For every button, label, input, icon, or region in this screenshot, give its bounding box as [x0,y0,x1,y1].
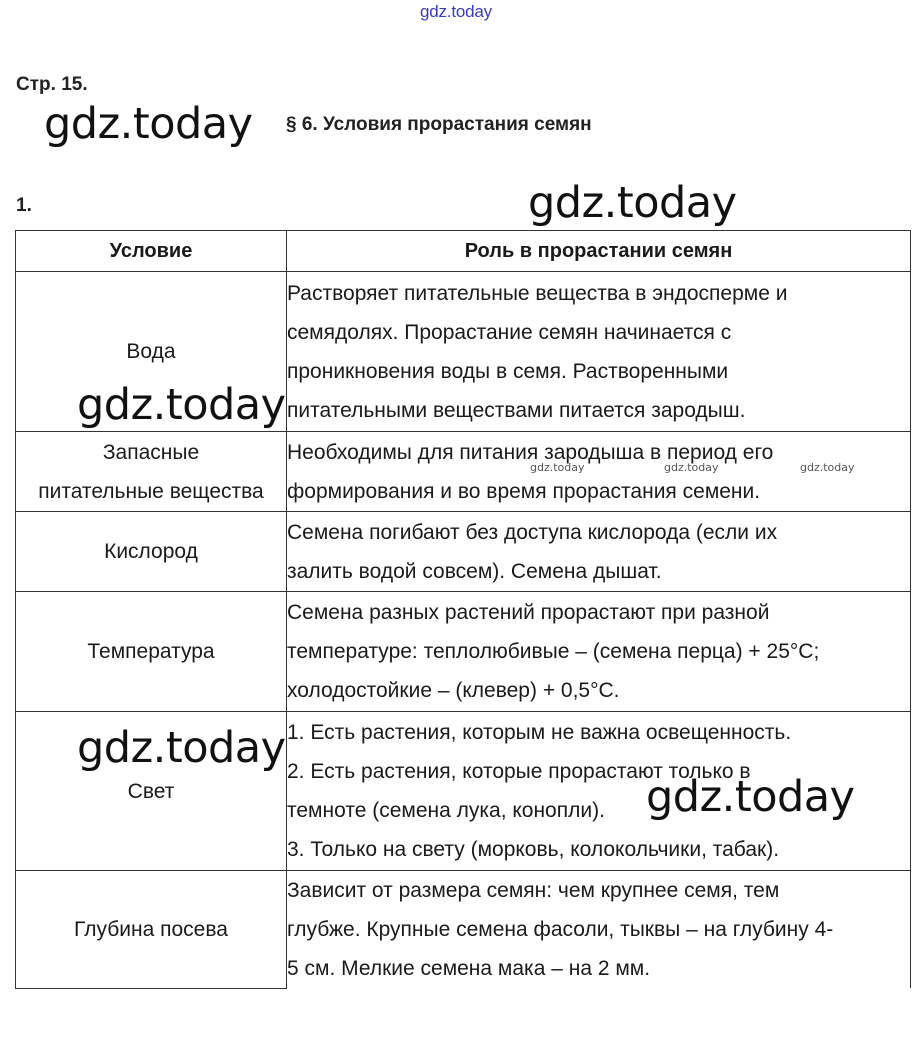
watermark-small: gdz.today [530,461,585,474]
table-row [16,512,911,592]
watermark: gdz.today [77,723,286,773]
role-line: Растворяет питательные вещества в эндосперме и [287,281,788,305]
role-line: холодостойкие – (клевер) + 0,5°С. [287,679,620,702]
table-header-row [16,231,911,272]
role-line: 5 см. Мелкие семена мака – на 2 мм. [287,957,651,980]
role-line: 3. Только на свету (морковь, колокольчики, табак). [287,838,780,861]
table-row [16,592,911,712]
role-line: формирования и во время прорастания семени. [287,479,761,503]
condition-temperature: Температура [16,592,287,712]
watermark: gdz.today [77,380,286,430]
role-line: Семена погибают без доступа кислорода (если их [287,520,778,544]
role-line: питательными веществами питается зародыш. [287,398,746,422]
header-condition: Условие [16,231,287,272]
role-line: темноте (семена лука, конопли). [287,799,605,822]
condition-water: Вода [16,272,287,432]
role-line: проникновения воды в семя. Растворенными [287,359,729,383]
page-number: Стр. 15. [16,74,88,95]
role-line: Семена разных растений прорастают при разной [287,601,770,624]
watermark-small: gdz.today [800,461,855,474]
table-row [16,871,911,989]
role-line: температуре: теплолюбивые – (семена перца) + 25°С; [287,640,820,663]
condition-light: Свет [16,712,287,871]
table-row [16,432,911,512]
role-line: семядолях. Прорастание семян начинается с [287,320,732,344]
task-number: 1. [16,195,32,216]
role-water [287,272,911,432]
condition-depth: Глубина посева [16,871,287,989]
conditions-table [15,230,911,989]
section-title: § 6. Условия прорастания семян [286,114,592,135]
condition-nutrients [16,432,287,512]
watermark: gdz.today [44,99,253,149]
condition-line: Запасные [102,440,200,464]
role-line: глубже. Крупные семена фасоли, тыквы – на глубину 4- [287,918,834,941]
role-line: залить водой совсем). Семена дышат. [287,559,662,583]
role-line: Необходимы для питания зародыша в период его [287,440,774,464]
role-depth [287,871,911,989]
watermark-small: gdz.today [664,461,719,474]
role-temperature [287,592,911,712]
watermark: gdz.today [646,772,855,822]
role-oxygen [287,512,911,592]
role-line: Зависит от размера семян: чем крупнее семя, тем [287,879,780,902]
condition-oxygen: Кислород [16,512,287,592]
watermark-top: gdz.today [420,2,492,21]
role-line: 1. Есть растения, которым не важна освещенность. [287,721,792,744]
header-role: Роль в прорастании семян [287,231,911,272]
watermark: gdz.today [528,178,737,228]
condition-line: питательные вещества [38,479,264,503]
role-line: 2. Есть растения, которые прорастают только в [287,760,751,783]
